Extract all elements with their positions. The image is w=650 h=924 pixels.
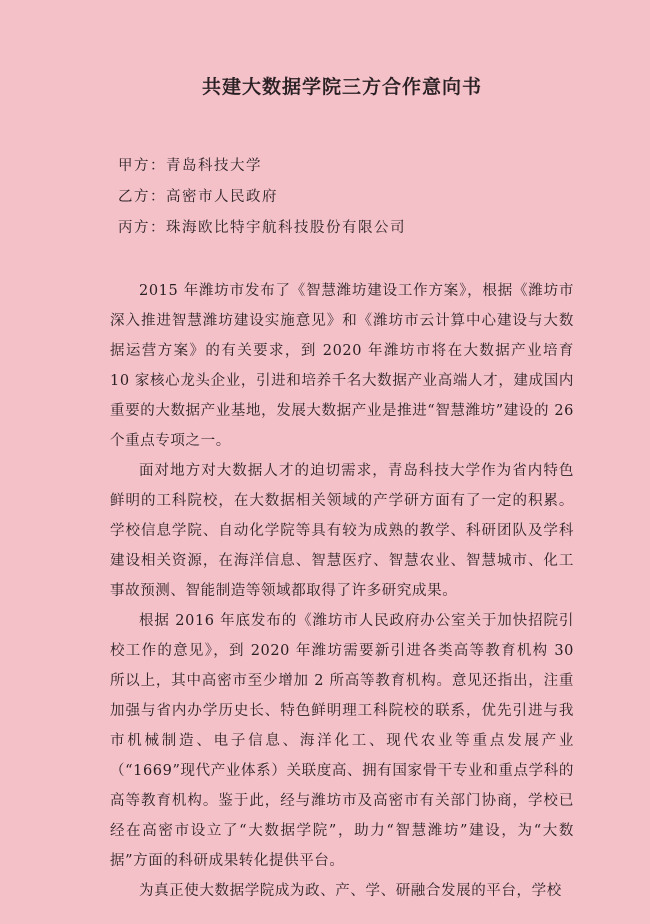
paragraph-1: 2015 年潍坊市发布了《智慧潍坊建设工作方案》，根据《潍坊市深入推进智慧潍坊建设实施意见》和《潍坊市云计算中心建设与大数据运营方案》的有关要求，到 2020 年潍坊市将在大数据产业培育 10 家核心龙头企业，引进和培养千名大数据产业高端人才，建成国内重要的大数据产业基地，发展大数据产业是推进“智慧潍坊”建设的 26 个重点专项之一。 [110, 283, 574, 449]
paragraph-2: 面对地方对大数据人才的迫切需求，青岛科技大学作为省内特色鲜明的工科院校，在大数据相关领域的产学研方面有了一定的积累。学校信息学院、自动化学院等具有较为成熟的教学、科研团队及学科建设相关资源，在海洋信息、智慧医疗、智慧农业、智慧城市、化工事故预测、智能制造等领域都取得了许多研究成果。 [110, 463, 574, 599]
party-c: 丙方：珠海欧比特宇航科技股份有限公司 [118, 220, 406, 236]
paragraph-4: 为真正使大数据学院成为政、产、学、研融合发展的平台，学校 [139, 883, 562, 899]
party-b: 乙方：高密市人民政府 [118, 189, 278, 205]
document-title: 共建大数据学院三方合作意向书 [201, 76, 482, 98]
party-a: 甲方：青岛科技大学 [118, 158, 262, 174]
paragraph-3: 根据 2016 年底发布的《潍坊市人民政府办公室关于加快招院引校工作的意见》，到 2020 年潍坊需要新引进各类高等教育机构 30 所以上，其中高密市至少增加 2 所高等教育机构。意见还指出，注重加强与省内办学历史长、特色鲜明理工科院校的联系，优先引进与我市机械制造、电子信息、海洋化工、现代农业等重点发展产业（“1669”现代产业体系）关联度高、拥有国家骨干专业和重点学科的高等教育机构。鉴于此，经与潍坊市及高密市有关部门协商，学校已经在高密市设立了“大数据学院”，助力“智慧潍坊”建设，为“大数据”方面的科研成果转化提供平台。 [110, 613, 574, 869]
document-body [110, 276, 574, 906]
party-list [110, 151, 574, 244]
